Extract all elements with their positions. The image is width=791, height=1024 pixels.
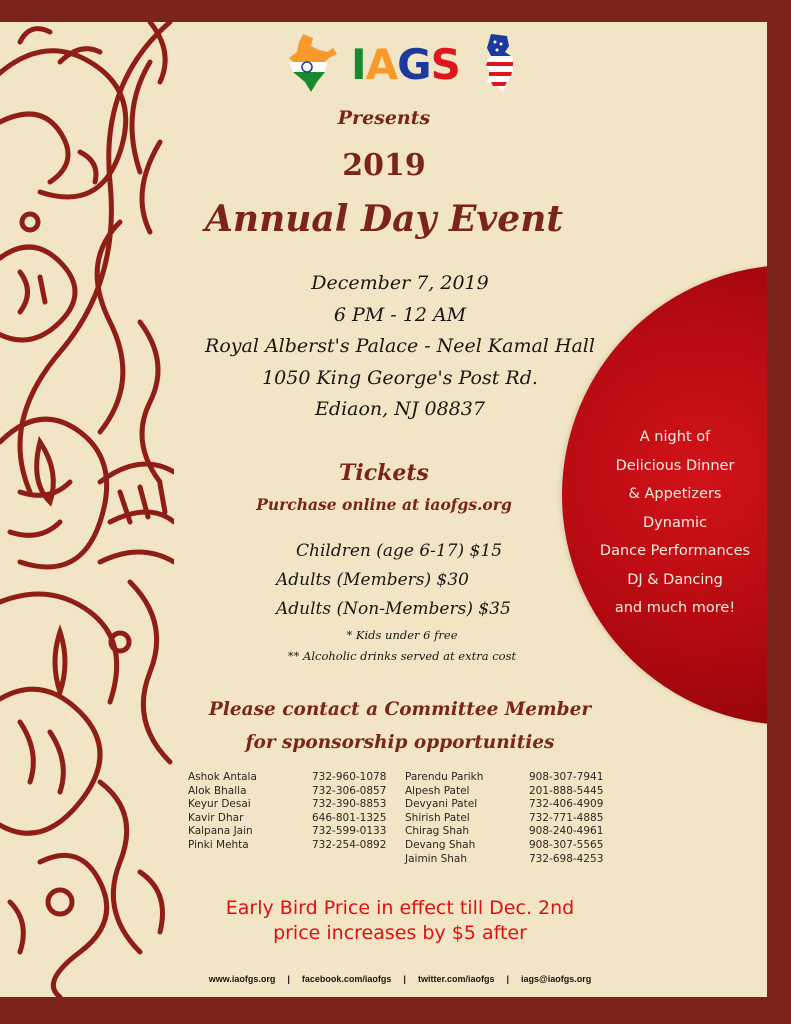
highlight-line: and much more! [614, 600, 736, 616]
committee-row [188, 839, 386, 853]
highlights-text [585, 423, 765, 623]
contact-line2: for sponsorship opportunities [245, 732, 555, 753]
logo-letter-s: S [430, 40, 460, 89]
separator: | [506, 974, 509, 984]
member-name: Shirish Patel [405, 811, 470, 824]
email-link[interactable]: iags@iaofgs.org [521, 974, 592, 984]
early-bird-line1: Early Bird Price in effect till Dec. 2nd [225, 897, 575, 919]
member-name: Kavir Dhar [188, 811, 244, 824]
member-name: Ashok Antala [188, 771, 257, 783]
member-phone: 908-240-4961 [529, 825, 604, 838]
member-name: Devyani Patel [405, 798, 478, 811]
price-children: Children (age 6-17) $15 [296, 541, 503, 561]
twitter-link[interactable]: twitter.com/iaofgs [417, 974, 495, 984]
member-name: Alok Bhalla [188, 784, 247, 797]
committee-row [188, 785, 386, 799]
committee-list-right [405, 771, 603, 866]
event-address-line2: Ediaon, NJ 08837 [315, 398, 485, 420]
member-phone: 908-307-5565 [529, 838, 604, 851]
committee-row [188, 771, 386, 785]
sponsorship-contact [190, 693, 610, 759]
member-name: Alpesh Patel [405, 784, 470, 797]
member-phone: 732-771-4885 [529, 811, 604, 824]
member-phone: 732-599-0133 [312, 825, 387, 838]
highlight-line: Delicious Dinner [615, 457, 735, 474]
separator: | [287, 974, 290, 984]
highlight-line: DJ & Dancing [627, 571, 723, 588]
price-adult-non-members: Adults (Non-Members) $35 [276, 599, 511, 619]
purchase-online-link[interactable]: Purchase online at iaofgs.org [256, 495, 512, 514]
member-name: Kalpana Jain [188, 825, 253, 838]
event-venue: Royal Alberst's Palace - Neel Kamal Hall [205, 335, 595, 357]
logo-letter-g: G [397, 40, 431, 89]
committee-row [188, 798, 386, 812]
event-title: Annual Day Event [204, 198, 564, 240]
footer-links [200, 974, 600, 984]
member-phone: 908-307-7941 [529, 771, 604, 783]
india-map-flag-icon [283, 32, 345, 94]
contact-line1: Please contact a Committee Member [208, 699, 592, 720]
highlight-line: A night of [639, 429, 711, 445]
member-name: Jaimin Shah [405, 852, 467, 865]
highlight-line: Dance Performances [599, 543, 751, 559]
member-name: Parendu Parikh [405, 771, 484, 783]
logo-letter-a: A [365, 40, 398, 89]
paisley-ornament-icon [0, 22, 174, 997]
ticket-notes [262, 625, 542, 667]
note-alcohol: ** Alcoholic drinks served at extra cost [287, 649, 517, 663]
member-phone: 732-306-0857 [312, 784, 387, 797]
member-phone: 732-406-4909 [529, 798, 604, 811]
ticket-prices [262, 537, 511, 624]
member-name: Pinki Mehta [188, 838, 249, 851]
event-details [190, 268, 610, 426]
committee-list-left [188, 771, 386, 853]
committee-row [405, 798, 603, 812]
price-adult-members: Adults (Members) $30 [276, 570, 470, 590]
early-bird-notice [190, 896, 610, 946]
member-phone: 732-960-1078 [312, 771, 387, 783]
committee-row [405, 839, 603, 853]
committee-row [188, 812, 386, 826]
member-phone: 201-888-5445 [529, 784, 604, 797]
member-name: Keyur Desai [188, 798, 251, 811]
separator: | [403, 974, 406, 984]
logo-letters [351, 40, 460, 89]
member-name: Chirag Shah [405, 825, 470, 838]
early-bird-line2: price increases by $5 after [273, 922, 527, 944]
website-link[interactable]: www.iaofgs.org [208, 974, 276, 984]
committee-row [405, 812, 603, 826]
committee-row [405, 771, 603, 785]
presents-label: Presents [337, 107, 431, 129]
logo-letter-i: I [351, 40, 366, 89]
highlight-line: & Appetizers [628, 486, 722, 502]
committee-row [405, 853, 603, 867]
new-jersey-us-flag-icon [483, 32, 517, 94]
committee-row [188, 825, 386, 839]
event-year: 2019 [342, 148, 426, 183]
tickets-heading: Tickets [339, 460, 429, 486]
event-time: 6 PM - 12 AM [333, 303, 467, 326]
member-phone: 732-390-8853 [312, 798, 387, 811]
committee-row [405, 785, 603, 799]
iags-logo [283, 32, 513, 94]
committee-row [405, 825, 603, 839]
paisley-pattern-panel [0, 22, 174, 997]
member-phone: 732-698-4253 [529, 852, 604, 865]
member-name: Devang Shah [405, 838, 476, 851]
member-phone: 646-801-1325 [312, 811, 387, 824]
note-kids-free: * Kids under 6 free [346, 628, 458, 642]
event-date: December 7, 2019 [311, 272, 489, 294]
event-address-line1: 1050 King George's Post Rd. [262, 366, 538, 389]
highlight-line: Dynamic [643, 514, 707, 531]
member-phone: 732-254-0892 [312, 838, 387, 851]
facebook-link[interactable]: facebook.com/iaofgs [301, 974, 392, 984]
